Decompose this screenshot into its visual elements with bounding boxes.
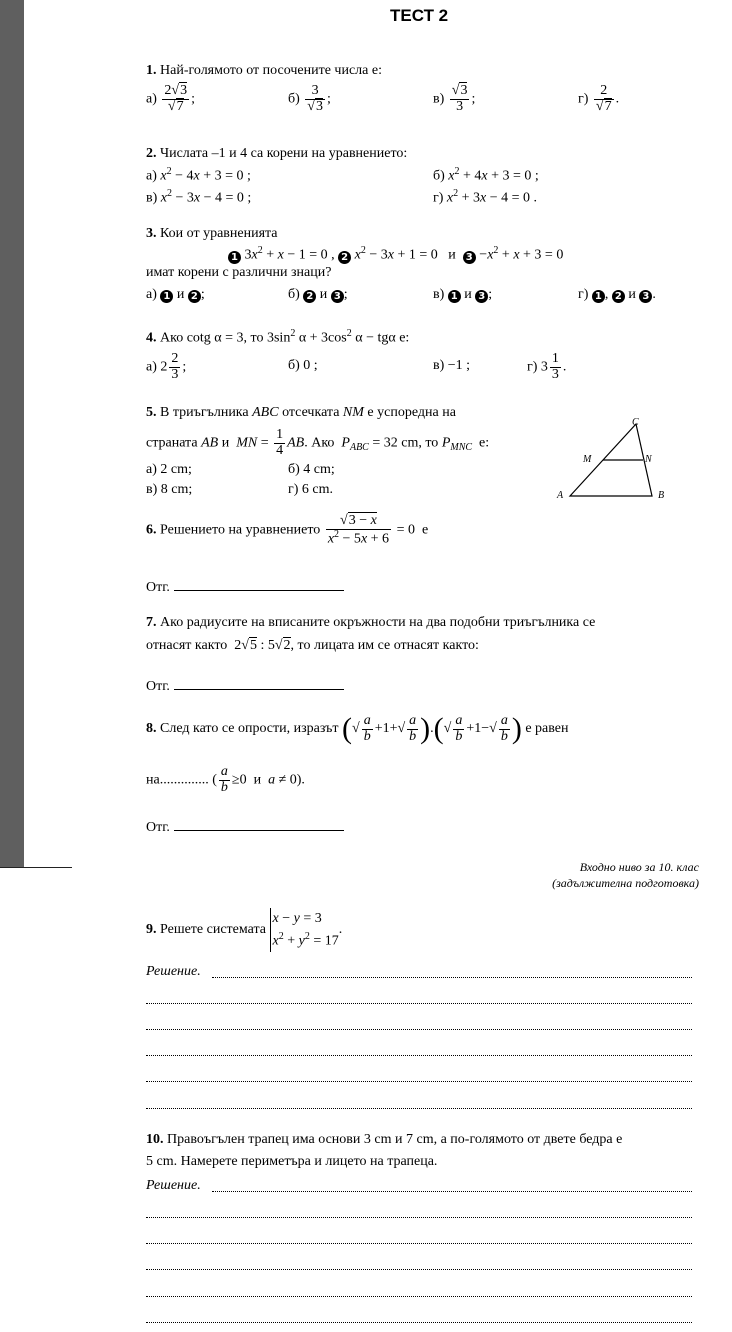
bullet-1-icon: 1	[228, 251, 241, 264]
q7-line1: 7. Ако радиусите на вписаните окръжности на два подобни триъгълника се	[146, 615, 596, 630]
q4-option-a: а) 2 $\frac{2}{3}$ ;	[146, 351, 187, 382]
q1-option-g: г) $\frac{2}{√7}$ .	[578, 83, 620, 114]
label-m: M	[583, 454, 592, 465]
q2-option-v: в) $x^2 - 3x - 4 = 0$ ;	[146, 188, 252, 206]
q1-number: 1.	[146, 63, 157, 78]
q8-answer: Отг.	[146, 818, 344, 836]
q10-solution-line[interactable]	[212, 1190, 692, 1192]
q3-option-g: г) 1 , 2 и 3 .	[578, 287, 656, 302]
q9-prompt: 9. Решете системата x − y = 3 $x^2 + y^2 = 17$.	[146, 908, 342, 952]
q10-solution-line[interactable]	[146, 1321, 692, 1323]
q9-solution-label: Решение.	[146, 964, 201, 979]
triangle-figure	[552, 412, 677, 504]
q4-prompt: 4. Ако cotg α = 3, то $3\sin^2$ $\alpha + 3\cos^2$ α − tgα е:	[146, 328, 410, 346]
q5-option-v: в) 8 cm;	[146, 482, 193, 497]
q9-solution-line[interactable]	[146, 1080, 692, 1082]
q5-option-b: б) 4 cm;	[288, 462, 335, 477]
q10-solution-line[interactable]	[146, 1242, 692, 1244]
q3-option-a: а) 1 и 2 ;	[146, 287, 205, 302]
q5-option-a: а) 2 cm;	[146, 462, 192, 477]
q2-option-b: б) $x^2 + 4x + 3 = 0$ ;	[433, 166, 539, 184]
q3-equations: 1 $3x^2 + x - 1 = 0$ , 2 $x^2 - 3x + 1 = 0$ и $3 -x^2 + x + 3 = 0$	[228, 245, 563, 264]
q7-answer-line[interactable]	[174, 677, 344, 690]
page-edge-bar	[0, 0, 24, 868]
page-divider	[0, 867, 72, 868]
bullet-3-icon: 3	[463, 251, 476, 264]
q8-prompt: 8. След като се опрости, изразът (√ $\frac{a}{b}$ +1+√ $\frac{a}{b}$ ).(√ $\frac{a}{b}$ +1−√ $\frac{a}{b}$ ) е равен	[146, 712, 569, 745]
label-a: A	[557, 490, 564, 501]
label-c: C	[632, 417, 639, 428]
q5-option-g: г) 6 cm.	[288, 482, 334, 497]
q1-option-b: б) $\frac{3}{√3}$ ;	[288, 83, 331, 114]
section-note-line1: Входно ниво за 10. клас	[579, 860, 699, 874]
q2-option-g: г) $x^2 + 3x - 4 = 0$ .	[433, 188, 538, 206]
q9-solution-line[interactable]	[212, 976, 692, 978]
q6-answer-line[interactable]	[174, 578, 344, 591]
q3-prompt: 3. Кои от уравненията	[146, 226, 278, 241]
q2-prompt: 2. Числата –1 и 4 са корени на уравнението:	[146, 146, 408, 161]
q2-option-a: а) $x^2 - 4x + 3 = 0$ ;	[146, 166, 251, 184]
q9-solution-line[interactable]	[146, 1028, 692, 1030]
q9-solution-line[interactable]	[146, 1107, 692, 1109]
q6-prompt: 6. Решението на уравнението $\frac{√3 - x}{x^2 - 5x + 6}$ = 0 е	[146, 513, 429, 547]
q4-option-g: г) 3 $\frac{1}{3}$ .	[527, 351, 567, 382]
label-n: N	[645, 454, 652, 465]
q8-line2: на.............. ( $\frac{a}{b}$ ≥0 и a ≠ 0).	[146, 764, 305, 795]
q9-solution-line[interactable]	[146, 1054, 692, 1056]
section-note-line2: (задължителна подготовка)	[552, 876, 699, 890]
q1-text: Най-голямото от посочените числа е:	[160, 63, 382, 78]
q7-line2: отнасят както 2√5 : 5√2, то лицата им се отнасят както:	[146, 638, 479, 653]
q1-option-v: в) $\frac{√3}{3}$ ;	[433, 83, 476, 114]
label-b: B	[658, 490, 665, 501]
q1-option-a: а) $\frac{2√3}{√7}$ ;	[146, 83, 195, 114]
q6-answer: Отг.	[146, 578, 344, 596]
q8-answer-line[interactable]	[174, 818, 344, 831]
q10-solution-line[interactable]	[146, 1268, 692, 1270]
q3-text2: имат корени с различни знаци?	[146, 265, 332, 280]
q10-solution-line[interactable]	[146, 1216, 692, 1218]
q3-option-b: б) 2 и 3 ;	[288, 287, 348, 302]
q5-line2: страната AB и MN = $\frac{1}{4}$ AB. Ако $P_{ABC} = 32$ cm, то $P_{MNC}$ е:	[146, 427, 490, 458]
q9-solution-line[interactable]	[146, 1002, 692, 1004]
page-title: ТЕСТ 2	[390, 6, 449, 25]
q1-prompt	[146, 63, 382, 79]
q9-system: x − y = 3 $x^2 + y^2 = 17$	[270, 908, 339, 952]
q10-solution-label: Решение.	[146, 1178, 201, 1193]
q4-option-v: в) −1 ;	[433, 358, 471, 373]
q10-line2: 5 cm. Намерете периметъра и лицето на трапеца.	[146, 1154, 438, 1169]
q3-option-v: в) 1 и 3 ;	[433, 287, 493, 302]
q5-line1: 5. В триъгълника ABC отсечката NM е успоредна на	[146, 405, 456, 420]
q10-line1: 10. Правоъгълен трапец има основи 3 cm и 7 cm, а по-голямото от двете бедра е	[146, 1132, 623, 1147]
q10-solution-line[interactable]	[146, 1295, 692, 1297]
q7-answer: Отг.	[146, 677, 344, 695]
bullet-2-icon: 2	[338, 251, 351, 264]
q4-option-b: б) 0 ;	[288, 358, 318, 373]
